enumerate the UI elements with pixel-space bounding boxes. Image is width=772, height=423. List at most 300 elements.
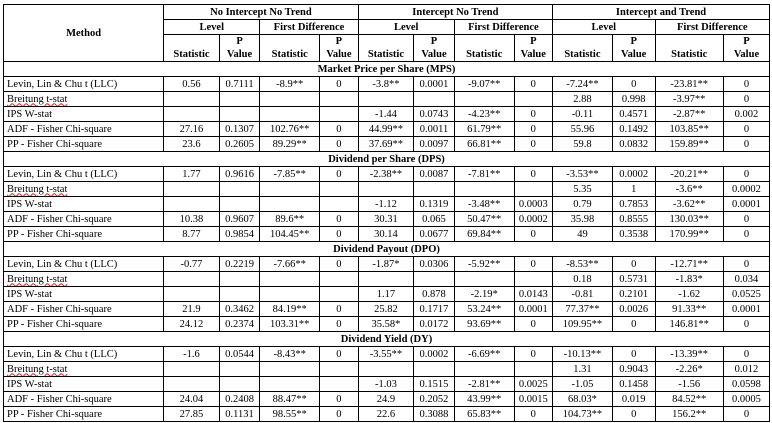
statistic-cell [164,377,220,392]
statistic-cell: 159.89** [655,137,723,152]
p-value-header [414,35,455,62]
p-value-cell: 0 [514,137,552,152]
p-value-cell: 0.8555 [612,212,655,227]
statistic-cell [260,362,320,377]
level-header: Level [164,20,260,35]
method-cell [4,122,164,137]
p-value-cell [414,182,455,197]
statistic-cell: 88.47** [260,392,320,407]
table-row [4,92,770,107]
statistic-cell: 104.45** [260,227,320,242]
statistic-cell [358,362,414,377]
unit-root-test-table [3,4,770,422]
statistic-cell: 1.17 [358,287,414,302]
statistic-cell: 50.47** [454,212,514,227]
statistic-cell: 77.37** [553,302,613,317]
p-value-cell: 0 [612,347,655,362]
p-value-cell: 0.0025 [514,377,552,392]
p-value-cell: 0.2408 [219,392,260,407]
p-value-cell: 0.9616 [219,167,260,182]
p-value-cell: 0 [723,347,769,362]
statistic-cell: 21.9 [164,302,220,317]
statistic-cell: -2.87** [655,107,723,122]
method-cell [4,92,164,107]
p-value-cell: 0 [320,77,359,92]
statistic-cell: 8.77 [164,227,220,242]
section-title: Dividend Payout (DPO) [4,242,770,257]
statistic-cell: 102.76** [260,122,320,137]
p-value-cell: 0 [723,137,769,152]
p-label: P [430,36,438,47]
method-label: Levin, Lin & Chu t (LLC) [7,258,118,270]
method-label: PP - Fisher Chi-square [7,138,102,150]
p-label: P [530,36,537,47]
p-value-cell: 0.0743 [414,107,455,122]
p-value-cell: 0.3088 [414,407,455,422]
statistic-cell: 146.81** [655,317,723,332]
method-cell [4,362,164,377]
group-header-no-intercept-no-trend: No Intercept No Trend [164,5,358,20]
statistic-cell: -3.8** [358,77,414,92]
p-value-cell: 0.0832 [612,137,655,152]
method-label: IPS W-stat [7,198,53,210]
statistic-header: Statistic [553,35,613,62]
p-label: P [630,36,637,47]
method-label: ADF - Fisher Chi-square [7,303,112,315]
p-value-cell: 0 [320,122,359,137]
statistic-cell: -1.6 [164,347,220,362]
p-value-header [612,35,655,62]
p-value-cell: 0.0306 [414,257,455,272]
p-value-cell: 0.9043 [612,362,655,377]
value-label: Value [733,49,760,60]
statistic-cell: -4.23** [454,107,514,122]
p-value-cell: 0 [723,257,769,272]
p-value-cell: 0 [320,392,359,407]
statistic-cell [260,287,320,302]
statistic-cell: -13.39** [655,347,723,362]
method-label: Levin, Lin & Chu t (LLC) [7,78,118,90]
value-label: Value [326,49,352,60]
statistic-cell: -1.12 [358,197,414,212]
statistic-cell: -1.62 [655,287,723,302]
statistic-cell: 156.2** [655,407,723,422]
p-value-cell: 0 [320,137,359,152]
p-value-cell: 0.7111 [219,77,260,92]
p-value-cell [320,182,359,197]
p-value-cell: 0 [320,407,359,422]
statistic-cell: 23.6 [164,137,220,152]
p-value-cell: 0.0002 [414,347,455,362]
p-value-cell: 0.3538 [612,227,655,242]
statistic-cell: 69.84** [454,227,514,242]
method-label: PP - Fisher Chi-square [7,408,102,420]
p-value-cell [219,377,260,392]
p-value-cell: 0 [514,407,552,422]
p-value-cell: 0.0002 [612,167,655,182]
statistic-cell [454,362,514,377]
statistic-cell: 5.35 [553,182,613,197]
statistic-cell: -3.55** [358,347,414,362]
method-label: PP - Fisher Chi-square [7,228,102,240]
p-value-cell: 0.2605 [219,137,260,152]
statistic-cell: -2.38** [358,167,414,182]
value-label: Value [421,49,447,60]
statistic-cell [164,92,220,107]
method-label: IPS W-stat [7,108,53,120]
method-cell [4,392,164,407]
p-value-cell: 0.0005 [723,392,769,407]
statistic-cell: -7.24** [553,77,613,92]
statistic-cell: 0.18 [553,272,613,287]
p-value-cell [414,92,455,107]
p-value-header [219,35,260,62]
statistic-cell: 22.6 [358,407,414,422]
statistic-cell: 0.56 [164,77,220,92]
section-title: Dividend per Share (DPS) [4,152,770,167]
table-row [4,122,770,137]
p-value-cell: 0 [723,167,769,182]
method-label: PP - Fisher Chi-square [7,318,102,330]
statistic-cell: -0.11 [553,107,613,122]
p-value-cell [414,362,455,377]
p-value-cell [514,362,552,377]
statistic-cell: 44.99** [358,122,414,137]
statistic-cell [164,197,220,212]
p-value-cell [414,272,455,287]
p-value-cell [514,92,552,107]
statistic-cell: 170.99** [655,227,723,242]
statistic-header: Statistic [358,35,414,62]
value-label: Value [520,49,546,60]
group-header-intercept-and-trend: Intercept and Trend [553,5,770,20]
p-value-cell: 0 [320,167,359,182]
statistic-cell: -8.53** [553,257,613,272]
first-difference-header: First Difference [655,20,769,35]
p-value-cell [514,182,552,197]
statistic-cell [164,287,220,302]
method-label: Breitung t-stat [7,363,68,375]
p-value-cell: 0.0001 [723,302,769,317]
p-value-cell: 0.998 [612,92,655,107]
p-value-cell: 0 [514,257,552,272]
statistic-cell: 27.16 [164,122,220,137]
p-value-cell: 0 [320,317,359,332]
level-header: Level [358,20,454,35]
statistic-header: Statistic [260,35,320,62]
p-label: P [335,36,343,47]
statistic-cell: -3.48** [454,197,514,212]
p-value-cell: 0.0087 [414,167,455,182]
statistic-cell: 103.85** [655,122,723,137]
statistic-cell [260,272,320,287]
table-row [4,107,770,122]
p-value-cell [219,272,260,287]
p-value-cell: 0.0598 [723,377,769,392]
p-value-cell: 0.1717 [414,302,455,317]
statistic-cell: 91.33** [655,302,723,317]
p-label: P [743,36,750,47]
p-value-cell: 0.0026 [612,302,655,317]
p-value-cell [320,107,359,122]
p-value-cell [320,287,359,302]
p-value-cell: 0.4571 [612,107,655,122]
method-label: Breitung t-stat [7,183,68,195]
table-row [4,137,770,152]
statistic-cell: -2.19* [454,287,514,302]
statistic-cell [260,107,320,122]
statistic-cell: 61.79** [454,122,514,137]
method-cell [4,182,164,197]
method-label: Breitung t-stat [7,273,68,285]
statistic-cell [454,182,514,197]
statistic-cell: 27.85 [164,407,220,422]
statistic-cell: 66.81** [454,137,514,152]
p-label: P [236,36,243,47]
statistic-cell: -3.62** [655,197,723,212]
statistic-cell: -8.9** [260,77,320,92]
table-row [4,407,770,422]
statistic-cell [164,272,220,287]
p-value-cell [219,197,260,212]
table-header [4,5,770,62]
method-cell [4,77,164,92]
p-value-cell: 0 [612,317,655,332]
table-row [4,347,770,362]
statistic-cell: 84.19** [260,302,320,317]
p-value-cell: 0 [514,167,552,182]
p-value-cell: 0.0172 [414,317,455,332]
statistic-cell: 130.03** [655,212,723,227]
statistic-cell: 1.31 [553,362,613,377]
table-row [4,377,770,392]
statistic-cell: -1.44 [358,107,414,122]
p-value-cell [514,272,552,287]
table-row [4,287,770,302]
p-value-cell: 0.1458 [612,377,655,392]
statistic-cell: 24.9 [358,392,414,407]
table-row [4,182,770,197]
statistic-cell: -7.66** [260,257,320,272]
p-value-cell: 0 [514,77,552,92]
method-cell [4,227,164,242]
statistic-cell: 35.98 [553,212,613,227]
statistic-cell [454,272,514,287]
p-value-cell: 0.0002 [514,212,552,227]
statistic-cell: 25.82 [358,302,414,317]
section-row [4,242,770,257]
method-cell [4,272,164,287]
statistic-cell [358,182,414,197]
method-cell [4,287,164,302]
table-row [4,77,770,92]
value-label: Value [621,49,647,60]
p-value-cell: 0.1131 [219,407,260,422]
p-value-cell: 0 [320,347,359,362]
p-value-cell: 0.019 [612,392,655,407]
statistic-cell: 2.88 [553,92,613,107]
p-value-cell: 1 [612,182,655,197]
statistic-cell [260,377,320,392]
table-row [4,362,770,377]
p-value-cell: 0.7853 [612,197,655,212]
statistic-cell: -1.87* [358,257,414,272]
table-row [4,272,770,287]
statistic-cell: 103.31** [260,317,320,332]
method-label: Levin, Lin & Chu t (LLC) [7,348,118,360]
p-value-cell: 0 [612,407,655,422]
p-value-cell: 0 [514,227,552,242]
method-cell [4,212,164,227]
statistic-cell: 89.6** [260,212,320,227]
table-body [4,62,770,422]
p-value-cell [320,197,359,212]
p-value-cell [320,92,359,107]
group-header-intercept-no-trend: Intercept No Trend [358,5,552,20]
statistic-cell: -10.13** [553,347,613,362]
statistic-cell: 68.03* [553,392,613,407]
p-value-cell: 0.0002 [723,182,769,197]
p-value-cell: 0 [320,302,359,317]
p-value-cell: 0 [514,317,552,332]
statistic-cell: 24.04 [164,392,220,407]
statistic-cell: 84.52** [655,392,723,407]
p-value-cell: 0 [612,257,655,272]
statistic-cell: 109.95** [553,317,613,332]
table-row [4,212,770,227]
statistic-cell: -7.85** [260,167,320,182]
p-value-cell: 0 [612,77,655,92]
p-value-header [723,35,769,62]
p-value-cell: 0 [320,257,359,272]
table-row [4,302,770,317]
section-row [4,332,770,347]
p-value-cell: 0.0143 [514,287,552,302]
statistic-cell: 30.31 [358,212,414,227]
method-header: Method [4,5,164,62]
statistic-cell: -20.21** [655,167,723,182]
statistic-cell: 55.96 [553,122,613,137]
statistic-cell: -2.26* [655,362,723,377]
statistic-cell [260,197,320,212]
p-value-cell: 0.0544 [219,347,260,362]
value-label: Value [226,49,253,60]
statistic-cell [260,92,320,107]
statistic-header: Statistic [454,35,514,62]
p-value-cell: 0.0525 [723,287,769,302]
statistic-cell: 24.12 [164,317,220,332]
p-value-cell [219,107,260,122]
section-row [4,152,770,167]
statistic-cell: 53.24** [454,302,514,317]
statistic-cell [164,182,220,197]
statistic-cell: -6.69** [454,347,514,362]
p-value-cell: 0.1515 [414,377,455,392]
statistic-cell: -0.81 [553,287,613,302]
p-value-cell: 0 [514,347,552,362]
p-value-cell: 0.034 [723,272,769,287]
statistic-cell [358,92,414,107]
statistic-cell [164,362,220,377]
p-value-cell: 0 [723,407,769,422]
method-cell [4,347,164,362]
p-value-cell: 0 [514,107,552,122]
section-title: Dividend Yield (DY) [4,332,770,347]
method-cell [4,167,164,182]
first-difference-header: First Difference [454,20,552,35]
table-row [4,392,770,407]
table-row [4,317,770,332]
section-title: Market Price per Share (MPS) [4,62,770,77]
method-label: ADF - Fisher Chi-square [7,213,112,225]
statistic-cell: -9.07** [454,77,514,92]
p-value-cell [219,92,260,107]
p-value-cell: 0 [514,122,552,137]
p-value-cell: 0.1319 [414,197,455,212]
p-value-cell: 0.3462 [219,302,260,317]
method-label: Breitung t-stat [7,93,68,105]
p-value-cell: 0 [723,212,769,227]
statistic-cell: -3.6** [655,182,723,197]
statistic-cell: -3.53** [553,167,613,182]
statistic-cell: -1.05 [553,377,613,392]
p-value-cell: 0.0001 [414,77,455,92]
method-label: Levin, Lin & Chu t (LLC) [7,168,118,180]
method-label: ADF - Fisher Chi-square [7,123,112,135]
p-value-cell: 0.0015 [514,392,552,407]
p-value-cell: 0 [320,212,359,227]
p-value-cell: 0.9854 [219,227,260,242]
p-value-cell: 0.065 [414,212,455,227]
table-row [4,257,770,272]
statistic-cell: -2.81** [454,377,514,392]
p-value-cell: 0.1307 [219,122,260,137]
p-value-header [320,35,359,62]
statistic-header: Statistic [655,35,723,62]
statistic-cell: -1.03 [358,377,414,392]
p-value-cell: 0.0001 [514,302,552,317]
p-value-cell: 0.0001 [723,197,769,212]
table-row [4,197,770,212]
p-value-cell: 0 [723,77,769,92]
statistic-cell: -1.83* [655,272,723,287]
p-value-cell: 0.2052 [414,392,455,407]
method-cell [4,107,164,122]
statistic-cell: -23.81** [655,77,723,92]
method-cell [4,317,164,332]
p-value-cell: 0 [723,122,769,137]
p-value-cell: 0.0011 [414,122,455,137]
p-value-header [514,35,552,62]
statistic-cell [260,182,320,197]
p-value-cell: 0.012 [723,362,769,377]
statistic-cell: -3.97** [655,92,723,107]
statistic-cell: 104.73** [553,407,613,422]
p-value-cell [219,182,260,197]
p-value-cell: 0.2219 [219,257,260,272]
method-cell [4,257,164,272]
method-label: IPS W-stat [7,378,53,390]
statistic-cell: -8.43** [260,347,320,362]
statistic-cell: 59.8 [553,137,613,152]
p-value-cell: 0.0677 [414,227,455,242]
statistic-cell: -0.77 [164,257,220,272]
p-value-cell: 0.002 [723,107,769,122]
statistic-cell [164,107,220,122]
statistic-cell: -7.81** [454,167,514,182]
statistic-cell: 30.14 [358,227,414,242]
p-value-cell: 0.9607 [219,212,260,227]
